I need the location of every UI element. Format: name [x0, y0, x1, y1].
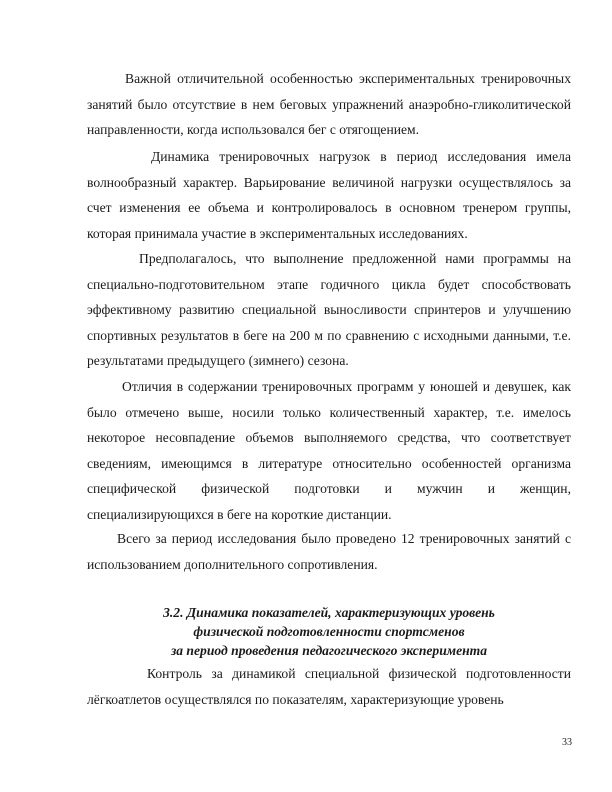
section-heading-line-3: за период проведения педагогического эксперимента [170, 643, 488, 658]
paragraph-3: Предполагалось, что выполнение предложенной нами программы на специально-подготовительном этапе годичного цикла будет способствовать эффективному развитию специальной выносливости спринтеров и улучшению спортивных результатов в беге на 200 м по сравнению с исходными данными, т.е. результатами предыдущего (зимнего) сезона. [87, 251, 571, 369]
paragraph-2: Динамика тренировочных нагрузок в период исследования имела волнообразный характер. Варьирование величиной нагрузки осуществлялось за счет изменения ее объема и контролировалось в основном тренером группы, которая принимала участие в экспериментальных исследованиях. [87, 149, 571, 241]
paragraph-4: Отличия в содержании тренировочных программ у юношей и девушек, как было отмечено выше, носили только количественный характер, т.е. имелось некоторое несовпадение объемов выполняемого средства, что соответствует сведениям, имеющимся в литературе относительно особенностей организма специфической физической подготовки и мужчин и женщин, специализирующихся в беге на короткие дистанции. [87, 379, 571, 522]
section-heading-line-2: физической подготовленности спортсменов [193, 624, 465, 639]
paragraph-5: Всего за период исследования было проведено 12 тренировочных занятий с использованием дополнительного сопротивления. [87, 531, 571, 572]
page-number: 33 [562, 737, 572, 748]
closing-paragraph: Контроль за динамикой специальной физической подготовленности лёгкоатлетов осуществлялся по показателям, характеризующие уровень [87, 666, 571, 707]
paragraph-1: Важной отличительной особенностью экспериментальных тренировочных занятий было отсутствие в нем беговых упражнений анаэробно-гликолитической направленности, когда использовался бег с отягощением. [87, 71, 571, 138]
section-heading-line-1: 3.2. Динамика показателей, характеризующих уровень [163, 605, 495, 620]
section-heading [87, 603, 571, 660]
